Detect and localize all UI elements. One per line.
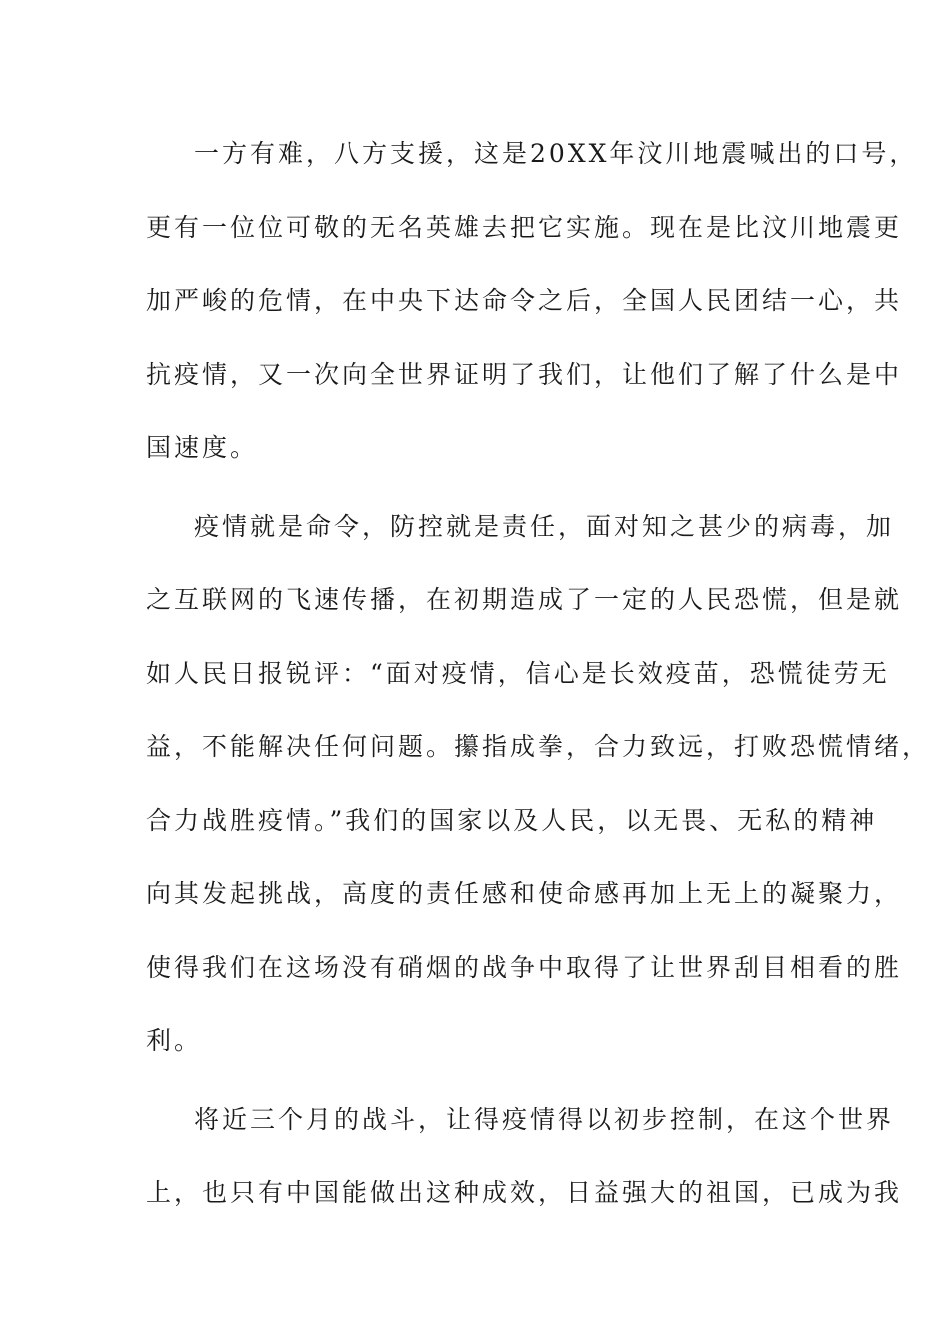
paragraph-2-line-7: 使得我们在这场没有硝烟的战争中取得了让世界刮目相看的胜 bbox=[146, 953, 903, 982]
paragraph-2-line-5: 合力战胜疫情。”我们的国家以及人民，以无畏、无私的精神 bbox=[146, 806, 878, 835]
paragraph-1-line-4: 抗疫情，又一次向全世界证明了我们，让他们了解了什么是中 bbox=[146, 360, 903, 389]
paragraph-1-line-1: 一方有难，八方支援，这是20XX年汶川地震喊出的口号， bbox=[194, 139, 918, 168]
paragraph-2-line-2: 之互联网的飞速传播，在初期造成了一定的人民恐慌，但是就 bbox=[146, 585, 903, 614]
paragraph-2-line-8: 利。 bbox=[146, 1026, 203, 1055]
paragraph-2-line-1: 疫情就是命令，防控就是责任，面对知之甚少的病毒，加 bbox=[194, 512, 895, 541]
paragraph-2-line-6: 向其发起挑战，高度的责任感和使命感再加上无上的凝聚力， bbox=[146, 879, 903, 908]
paragraph-1-line-5: 国速度。 bbox=[146, 433, 259, 462]
paragraph-3-line-2: 上，也只有中国能做出这种成效，日益强大的祖国，已成为我 bbox=[146, 1178, 903, 1207]
paragraph-2-line-3: 如人民日报锐评：“面对疫情，信心是长效疫苗，恐慌徒劳无 bbox=[146, 659, 890, 688]
paragraph-2-line-4: 益，不能解决任何问题。攥指成拳，合力致远，打败恐慌情绪， bbox=[146, 732, 931, 761]
paragraph-3-line-1: 将近三个月的战斗，让得疫情得以初步控制，在这个世界 bbox=[194, 1105, 895, 1134]
paragraph-1-line-3: 加严峻的危情，在中央下达命令之后，全国人民团结一心，共 bbox=[146, 286, 903, 315]
paragraph-1-line-2: 更有一位位可敬的无名英雄去把它实施。现在是比汶川地震更 bbox=[146, 213, 903, 242]
